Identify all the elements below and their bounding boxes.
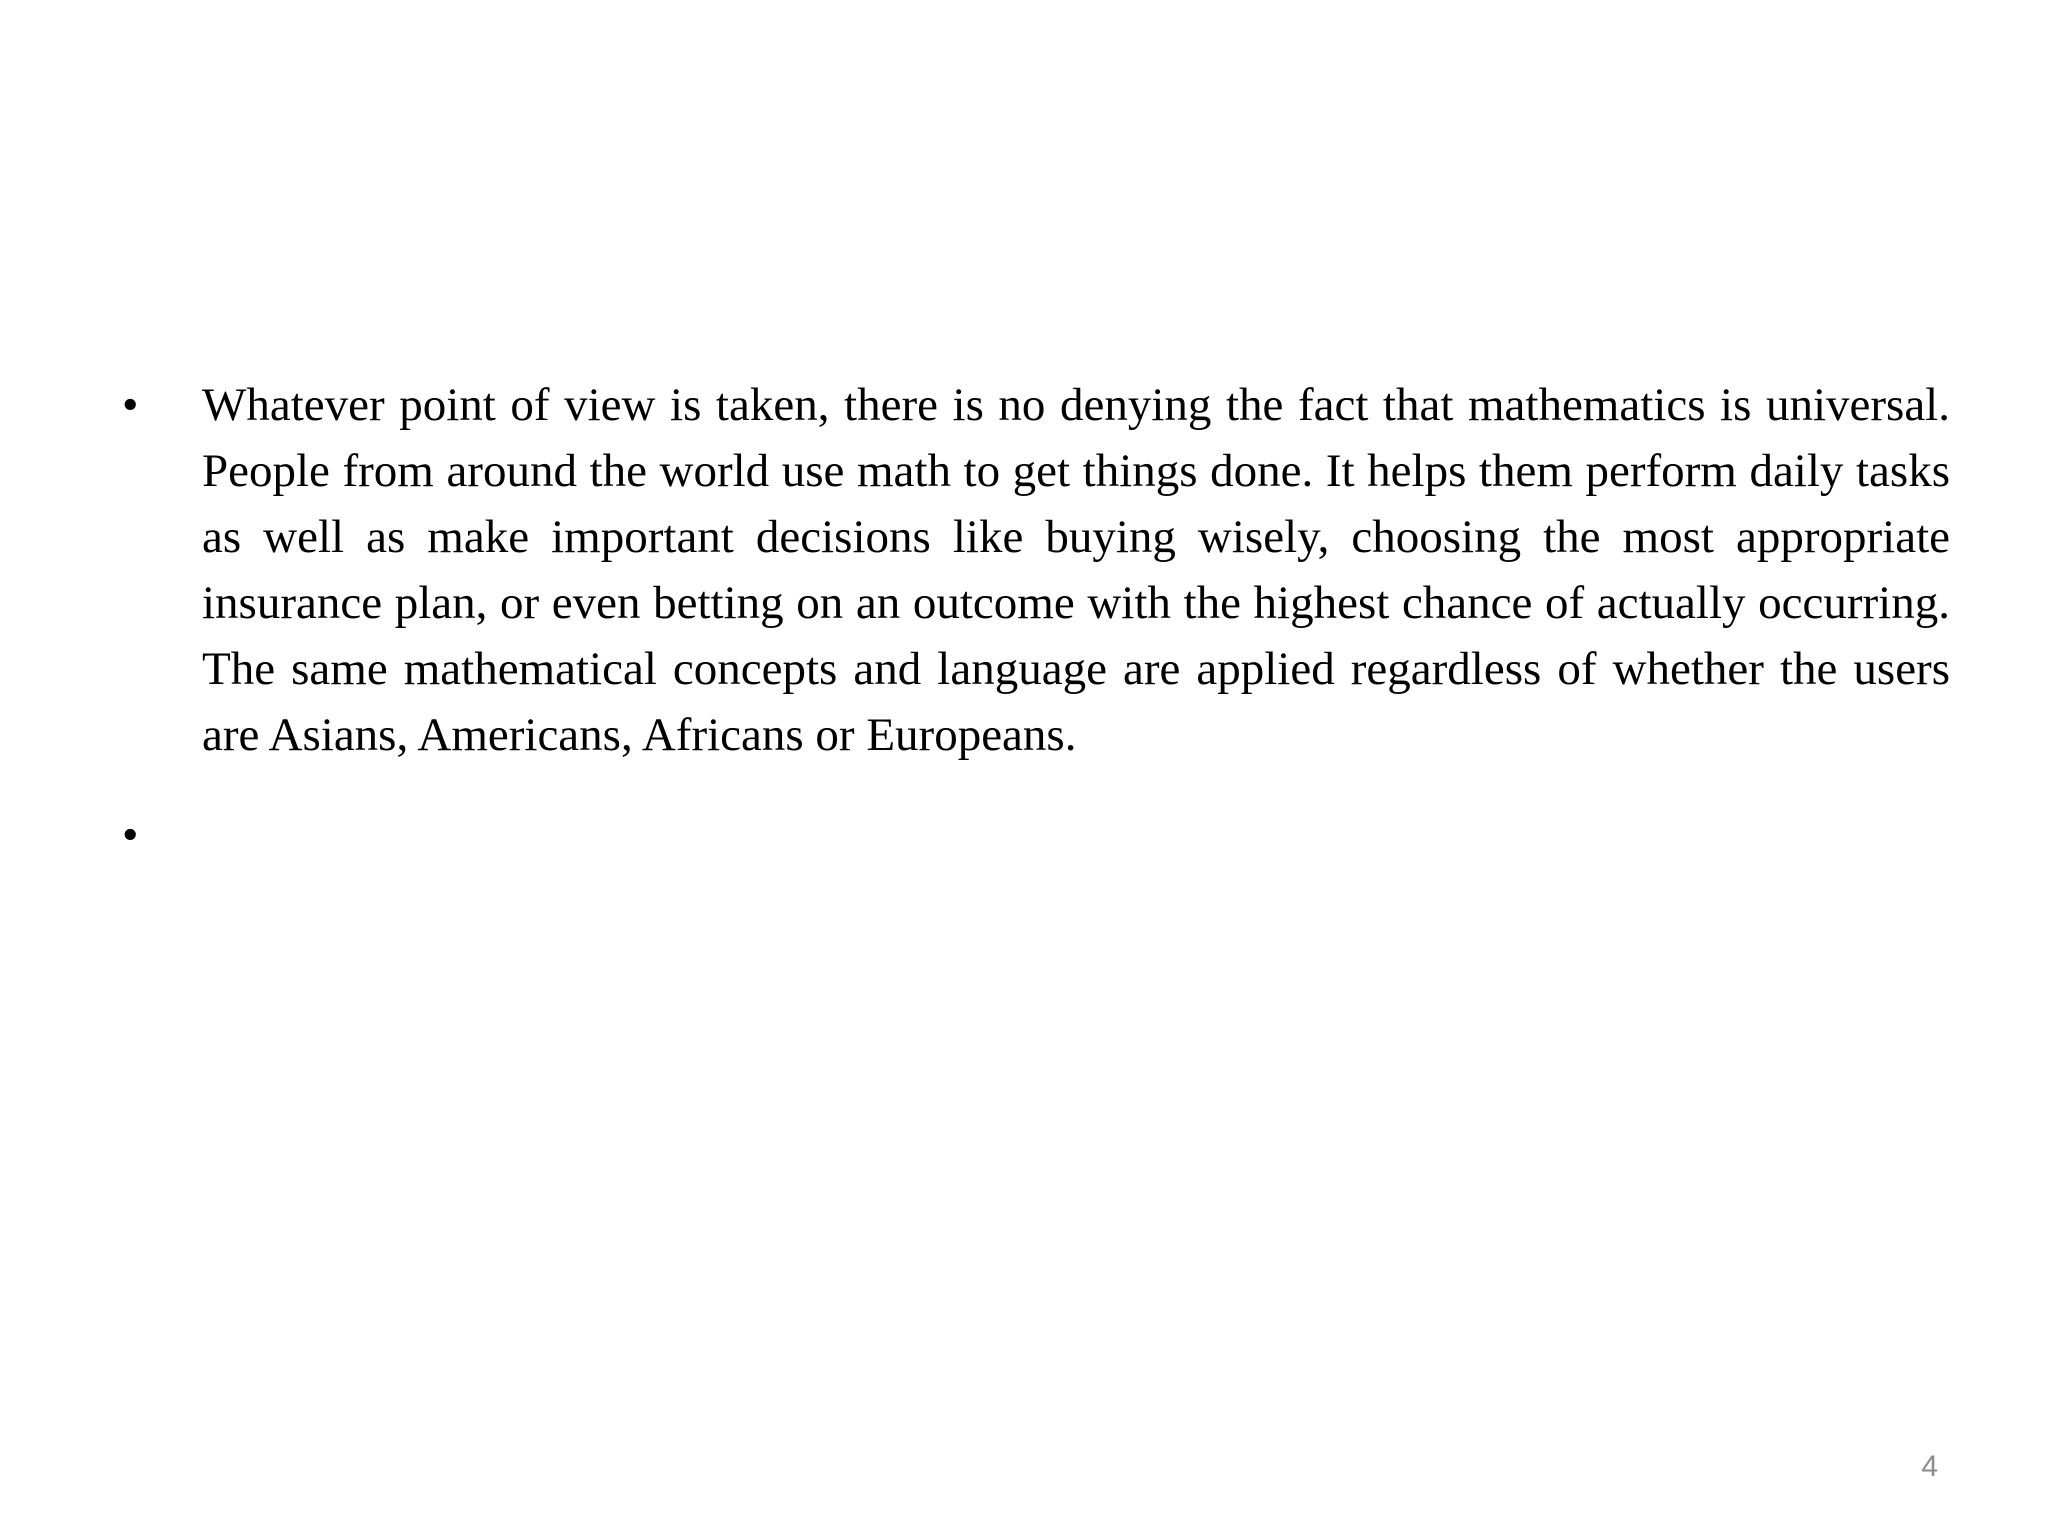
bullet-text: Whatever point of view is taken, there is no denying the fact that mathematics is universal. People from around the world use math to get things done. It helps them perform daily tasks as well as make important decisions like buying wisely, choosing the most appropriate insurance plan, or even betting on an outcome with the highest chance of actually occurring. The same mathematical concepts and language are applied regardless of whether the users are Asians, Americans, Africans or Europeans.	[202, 379, 1950, 761]
bullet-list	[114, 372, 1950, 868]
bullet-icon: •	[122, 379, 139, 431]
bullet-item-empty	[114, 802, 1950, 868]
bullet-item	[114, 372, 1950, 768]
bullet-icon: •	[122, 809, 139, 861]
bullet-text	[202, 802, 1950, 868]
page-number: 4	[1921, 1450, 1938, 1483]
